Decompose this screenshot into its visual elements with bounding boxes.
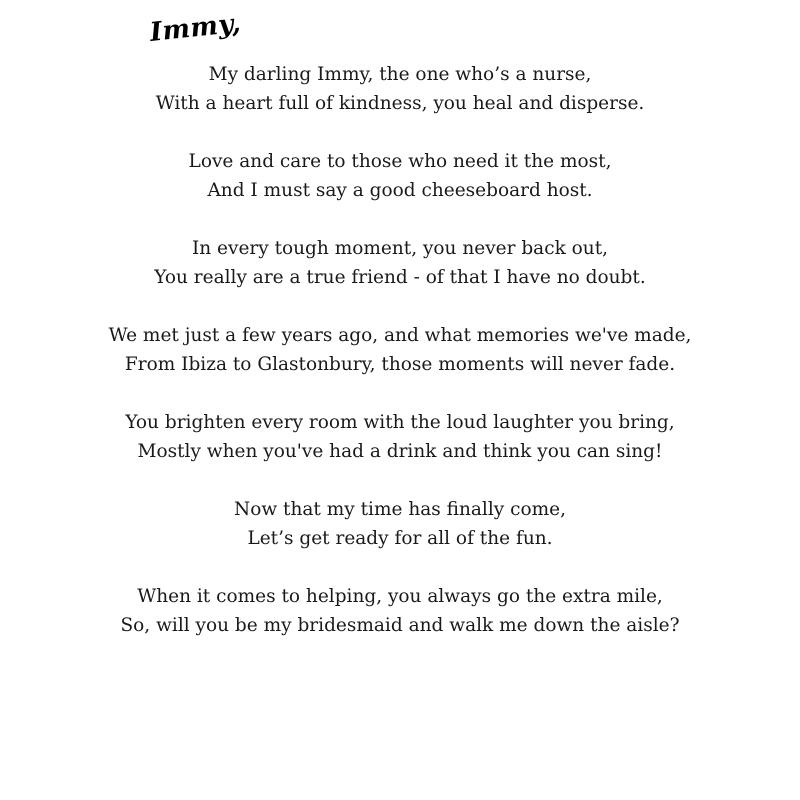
stanza-2 [100, 147, 700, 205]
poem-line: Love and care to those who need it the most, [188, 151, 612, 172]
poem-line: You really are a true friend - of that I have no doubt. [154, 267, 646, 288]
poem-line: Let’s get ready for all of the fun. [247, 528, 553, 549]
poem-body [100, 60, 700, 640]
poem-line: And I must say a good cheeseboard host. [207, 180, 593, 201]
poem-line: We met just a few years ago, and what memories we've made, [108, 325, 692, 346]
poem-line: Mostly when you've had a drink and think you can sing! [137, 441, 663, 462]
poem-line: My darling Immy, the one who’s a nurse, [208, 64, 592, 85]
poem-line: So, will you be my bridesmaid and walk me down the aisle? [120, 615, 680, 636]
stanza-6 [100, 495, 700, 553]
poem-line: With a heart full of kindness, you heal and disperse. [155, 93, 645, 114]
poem-line: You brighten every room with the loud laughter you bring, [125, 412, 675, 433]
stanza-3 [100, 234, 700, 292]
poem-line: When it comes to helping, you always go the extra mile, [137, 586, 663, 607]
greeting-heading: Immy, [148, 8, 243, 48]
stanza-1 [100, 60, 700, 118]
poem-line: From Ibiza to Glastonbury, those moments will never fade. [124, 354, 676, 375]
stanza-7 [100, 582, 700, 640]
poem-line: In every tough moment, you never back out, [191, 238, 609, 259]
poem-line: Now that my time has finally come, [234, 499, 566, 520]
stanza-4 [100, 321, 700, 379]
stanza-5 [100, 408, 700, 466]
